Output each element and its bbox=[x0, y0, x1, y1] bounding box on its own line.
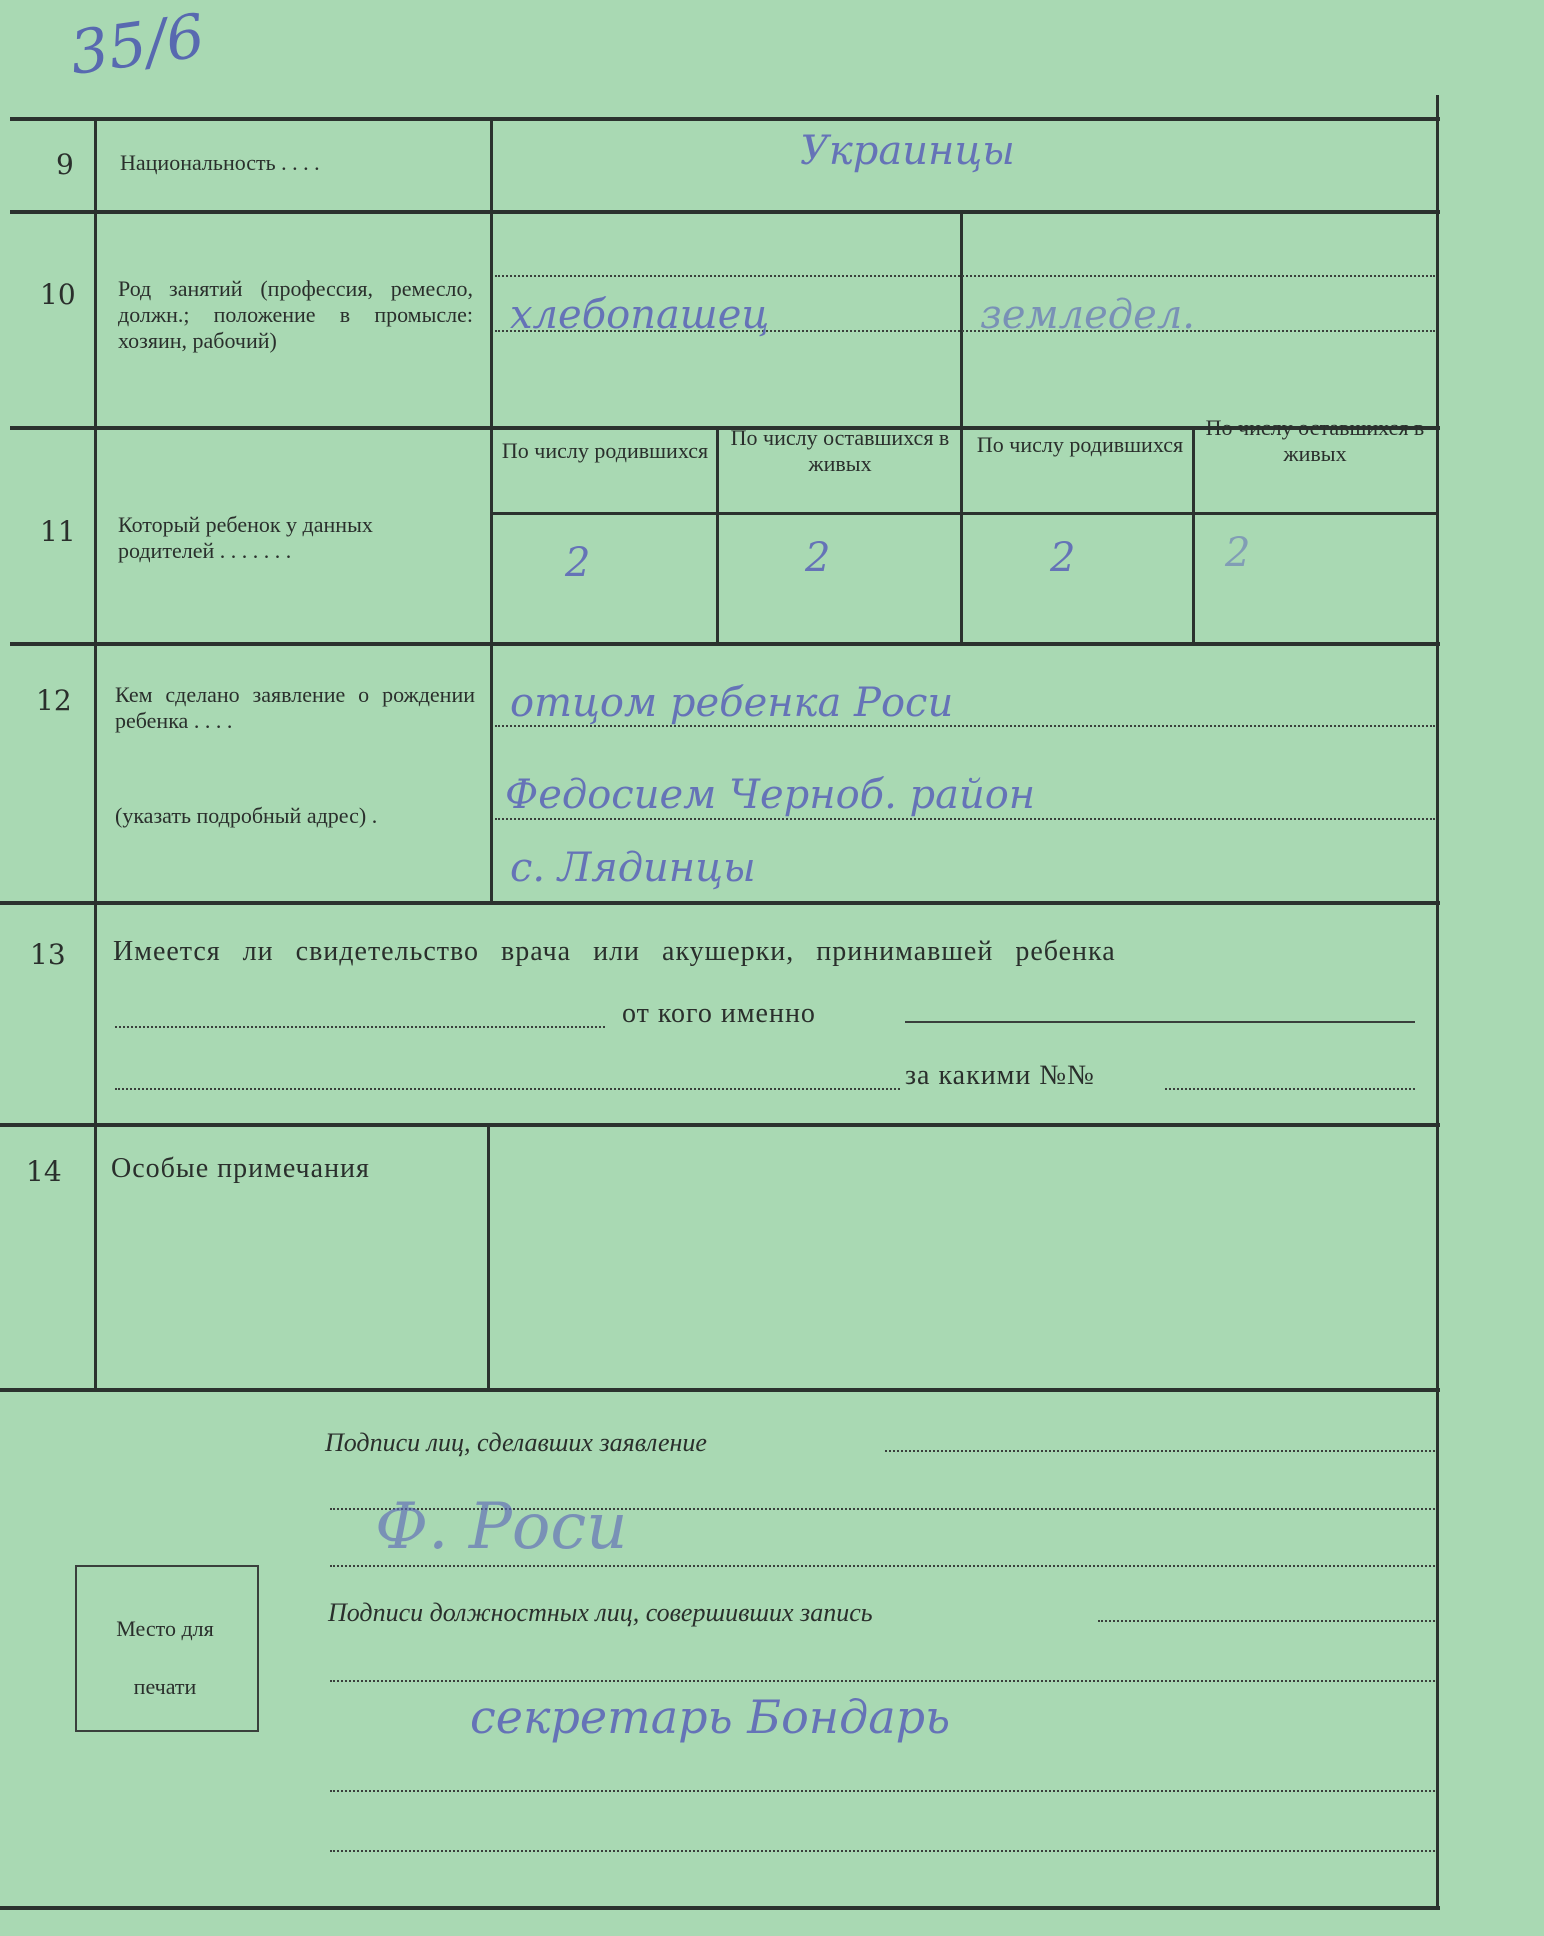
header-born-father: По числу родившихся bbox=[501, 438, 709, 463]
archive-mark: 35/6 bbox=[65, 0, 209, 90]
declarant-line-3: с. Лядинцы bbox=[510, 845, 756, 891]
nationality-label: Национальность . . . . bbox=[120, 150, 320, 175]
nationality-value: Украинцы bbox=[800, 128, 1015, 174]
header-born-mother: По числу родившихся bbox=[976, 432, 1184, 457]
declarant-line-2: Федосием Черноб. район bbox=[505, 772, 1036, 818]
stamp-place-label: Место для печати bbox=[116, 1616, 214, 1699]
declarant-signature: Ф. Роси bbox=[375, 1490, 628, 1564]
row-number-10: 10 bbox=[40, 278, 76, 311]
official-signature: секретарь Бондарь bbox=[470, 1690, 951, 1744]
child-order-label: Который ребенок у данных родителей . . . . . . . bbox=[118, 512, 373, 563]
official-signatures-label: Подписи должностных лиц, совершивших запись bbox=[328, 1598, 873, 1627]
value-alive-father: 2 bbox=[805, 535, 831, 581]
row-number-9: 9 bbox=[56, 148, 74, 181]
value-born-father: 2 bbox=[565, 540, 591, 586]
mother-occupation: земледел. bbox=[980, 292, 1195, 338]
row-number-12: 12 bbox=[36, 684, 72, 717]
value-alive-mother: 2 bbox=[1225, 530, 1251, 576]
row-number-11: 11 bbox=[40, 515, 76, 548]
declarant-signatures-label: Подписи лиц, сделавших заявление bbox=[325, 1428, 707, 1457]
header-alive-father: По числу оставшихся в живых bbox=[730, 425, 950, 476]
father-occupation: хлебопашец bbox=[510, 292, 770, 338]
certificate-question: Имеется ли свидетельство врача или акушерки, принимавшей ребенка bbox=[113, 936, 1116, 967]
value-born-mother: 2 bbox=[1050, 535, 1076, 581]
numbers-label: за какими №№ bbox=[905, 1060, 1095, 1091]
notes-label: Особые примечания bbox=[111, 1153, 370, 1184]
declarant-line-1: отцом ребенка Роси bbox=[510, 680, 954, 726]
header-alive-mother: По числу оставшихся в живых bbox=[1205, 415, 1425, 466]
occupation-label: Род занятий (профессия, ремесло, должн.; положение в промысле: хозяин, рабочий) bbox=[118, 276, 473, 353]
from-whom-field[interactable] bbox=[905, 1021, 1415, 1023]
from-whom-label: от кого именно bbox=[622, 998, 816, 1029]
address-label: (указать подробный адрес) . bbox=[115, 803, 378, 828]
row-number-13: 13 bbox=[30, 938, 66, 971]
declarant-label: Кем сделано заявление о рождении ребенка . . . . bbox=[115, 682, 475, 733]
row-number-14: 14 bbox=[26, 1155, 62, 1188]
